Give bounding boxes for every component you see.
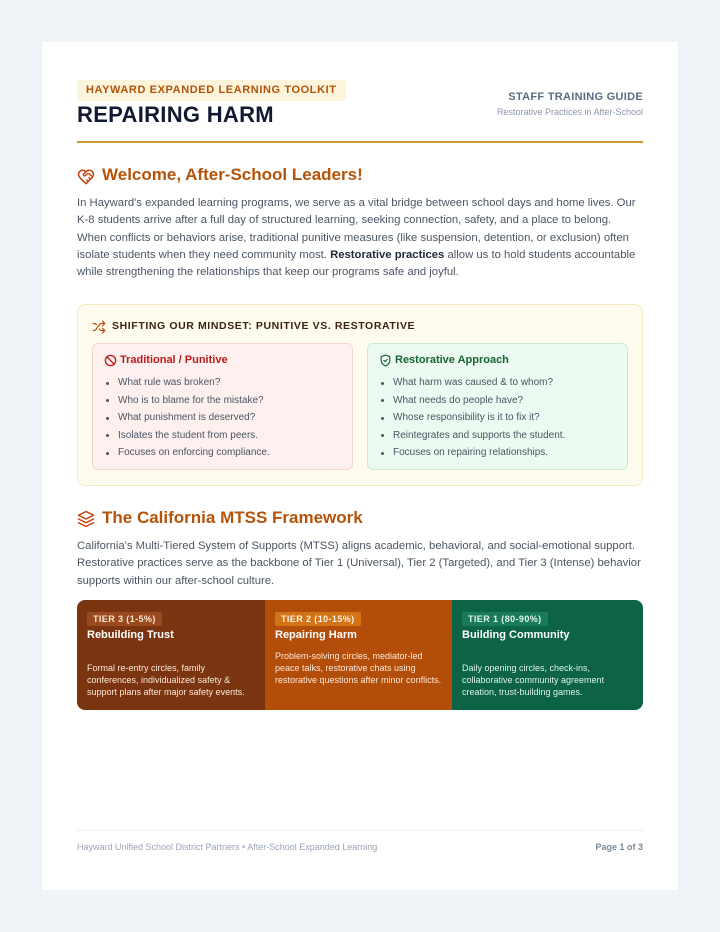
restorative-heading: Restorative Approach [395,354,509,366]
traditional-heading: Traditional / Punitive [120,354,228,366]
tier-1-card [452,600,643,710]
footer-divider [77,830,643,831]
tier-1-badge: TIER 1 (80-90%) [462,612,548,626]
list-item: Focuses on enforcing compliance. [103,444,270,462]
list-item: What harm was caused & to whom? [378,374,565,392]
layers-icon [77,510,95,528]
list-item: What punishment is deserved? [103,409,270,427]
mindset-heading: SHIFTING OUR MINDSET: PUNITIVE VS. RESTORATIVE [112,320,416,332]
tier-2-badge: TIER 2 (10-15%) [275,612,361,626]
tier-2-title: Repairing Harm [275,629,357,641]
list-item: Focuses on repairing relationships. [378,444,565,462]
tier-1-title: Building Community [462,629,570,641]
guide-label: STAFF TRAINING GUIDE [508,91,643,103]
welcome-paragraph: In Hayward's expanded learning programs, we serve as a vital bridge between school days and home lives. Our K-8 students arrive after a full day of structured learning, seeking connection, safety, and a place to belong. When conflicts or behaviors arise, traditional punitive measures (like suspension, detention, or exclusion) often isolate students when they need community most. Restorative practices allow us to hold students accountable while strengthening the relationships that keep our programs safe and joyful. [77,197,636,279]
ban-icon [104,354,117,367]
list-item: What needs do people have? [378,392,565,410]
guide-subtitle: Restorative Practices in After-School [496,107,643,117]
list-item: Whose responsibility is it to fix it? [378,409,565,427]
toolkit-badge: HAYWARD EXPANDED LEARNING TOOLKIT [77,80,346,101]
document-page [42,42,678,890]
list-item: Isolates the student from peers. [103,427,270,445]
list-item: Reintegrates and supports the student. [378,427,565,445]
tier-2-card [265,600,452,710]
list-item: Who is to blame for the mistake? [103,392,270,410]
page-number: Page 1 of 3 [595,842,643,852]
traditional-list [103,374,270,462]
mtss-heading: The California MTSS Framework [102,508,363,527]
mtss-paragraph: California's Multi-Tiered System of Supports (MTSS) aligns academic, behavioral, and social-emotional support. Restorative practices serve as the backbone of Tier 1 (Universal), Tier 2 (Targeted), and Tier 3 (Intense) behavior supports within our after-school culture. [77,540,641,587]
tier-3-card [77,600,265,710]
tier-2-description: Problem-solving circles, mediator-led peace talks, restorative chats using restorative questions after minor conflicts. [275,651,442,685]
heart-handshake-icon [77,168,95,186]
tier-3-description: Formal re-entry circles, family conferences, individualized safety & support plans after major safety events. [87,663,245,697]
restorative-practices-emphasis: Restorative practices [330,248,445,261]
welcome-heading: Welcome, After-School Leaders! [102,165,363,184]
shield-check-icon [379,354,392,367]
header-divider [77,141,643,143]
tier-3-badge: TIER 3 (1-5%) [87,612,162,626]
mtss-tier-band [77,600,643,710]
restorative-approach-card [367,343,628,470]
list-item: What rule was broken? [103,374,270,392]
traditional-punitive-card [92,343,353,470]
tier-3-title: Rebuilding Trust [87,629,174,641]
mindset-comparison-panel [77,304,643,486]
shuffle-icon [92,320,106,334]
tier-1-description: Daily opening circles, check-ins, collaborative community agreement creation, trust-building games. [462,663,605,697]
page-title: REPAIRING HARM [77,102,274,127]
restorative-list [378,374,565,462]
footer-credit: Hayward Unified School District Partners • After-School Expanded Learning [77,842,378,852]
